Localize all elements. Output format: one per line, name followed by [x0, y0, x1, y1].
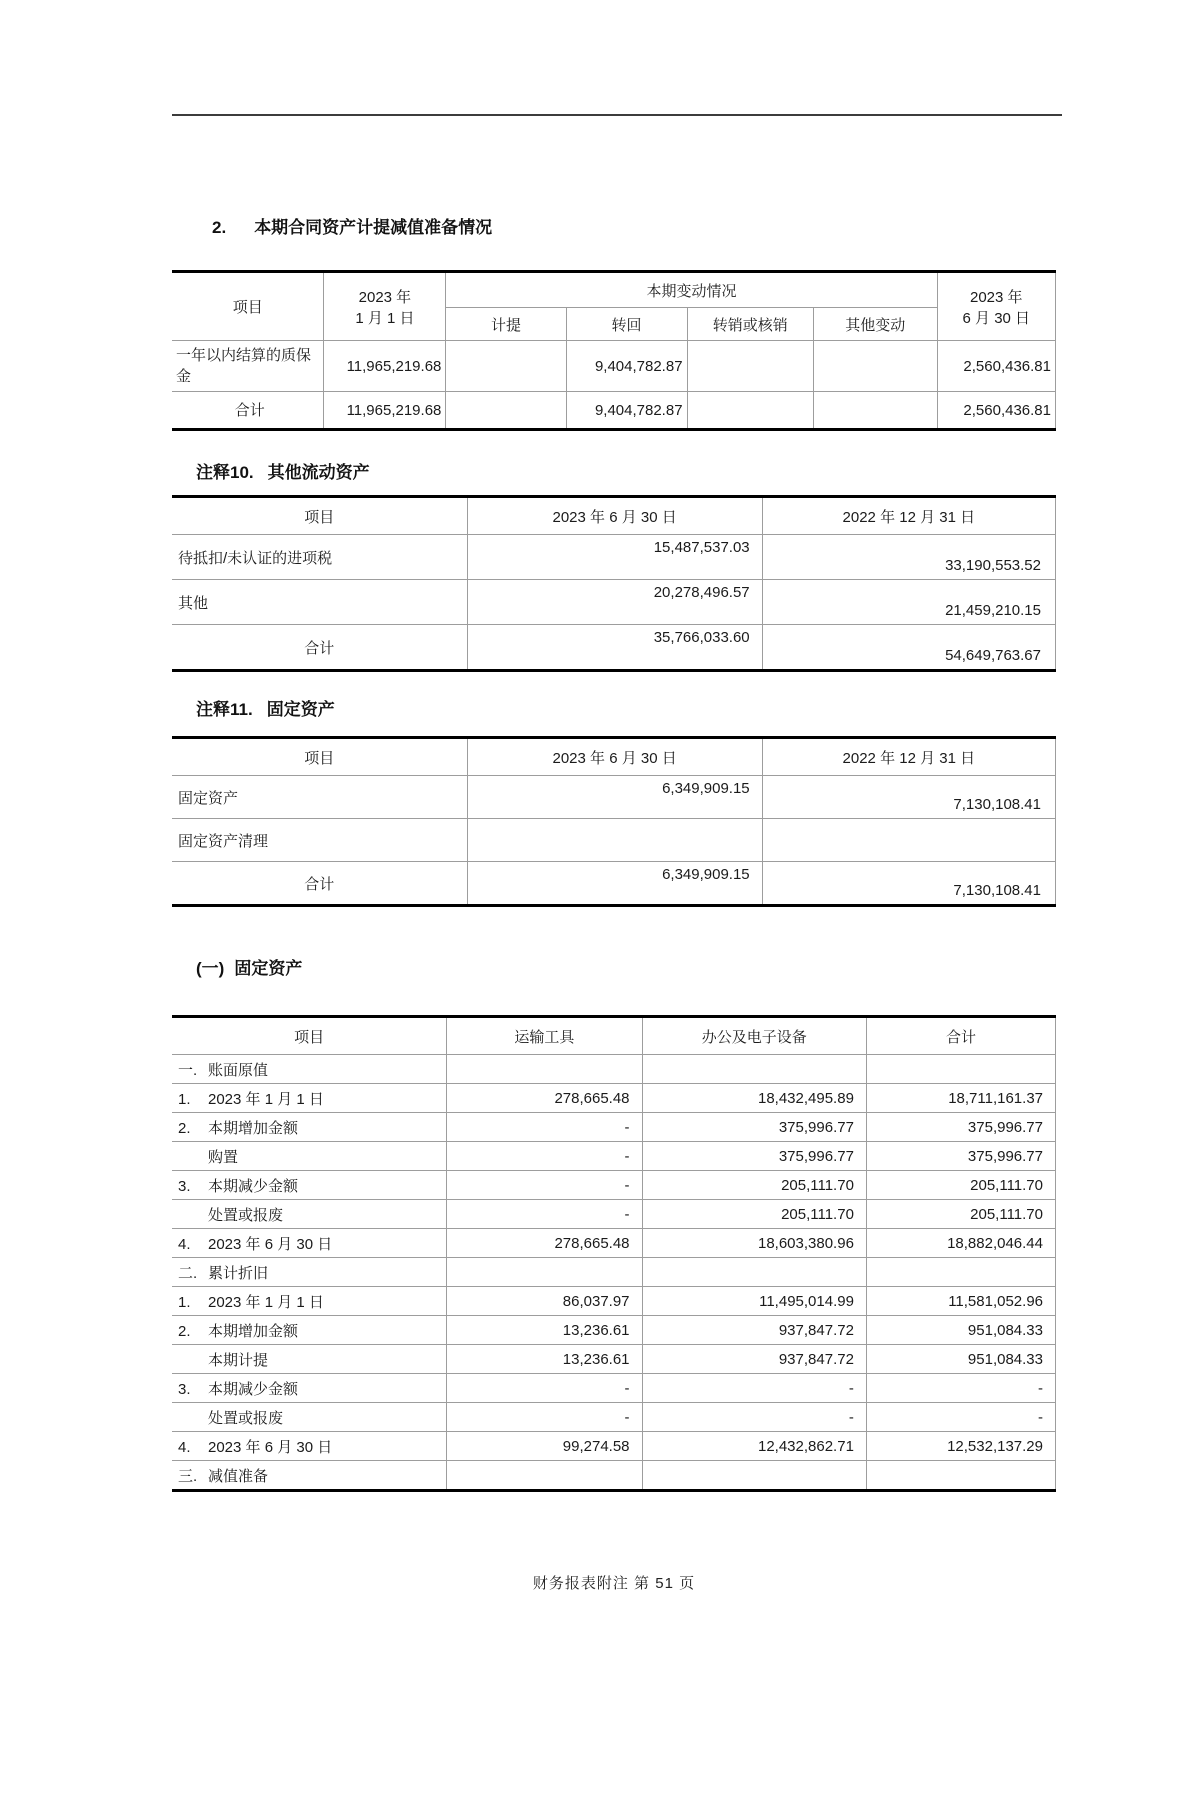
table-row: [172, 1229, 1056, 1258]
table-row: [172, 1316, 1056, 1345]
row-number: 3.: [178, 1380, 191, 1398]
row-label: 一年以内结算的质保金: [172, 341, 324, 392]
fixed-assets-detail-label: (一): [196, 959, 225, 978]
fixed-assets-summary-table: [172, 736, 1056, 907]
cell-total: 18,711,161.37: [866, 1084, 1055, 1113]
cell-office-electronics: 11,495,014.99: [642, 1287, 866, 1316]
cell-office-electronics: 205,111.70: [642, 1171, 866, 1200]
row-label: 处置或报废: [208, 1206, 284, 1224]
row-label-total: 合计: [172, 862, 467, 906]
cell-office-electronics: 375,996.77: [642, 1142, 866, 1171]
page-footer: 财务报表附注 第 51 页: [532, 1575, 696, 1592]
section-number: 2.: [212, 218, 227, 237]
cell-2022-value: 54,649,763.67: [762, 625, 1055, 671]
column-header-writeoff: 转销或核销: [687, 308, 813, 341]
cell-total: 12,532,137.29: [866, 1432, 1055, 1461]
column-header-begin-line1: 2023 年: [358, 288, 412, 306]
section-title-note10: [172, 461, 1056, 485]
fixed-assets-detail-title-text: 固定资产: [234, 959, 303, 978]
cell-reversal: 9,404,782.87: [566, 341, 687, 392]
column-header-2022-12-31: 2022 年 12 月 31 日: [762, 497, 1055, 535]
section-title-fixed-assets-detail: [172, 957, 1056, 981]
row-label: 固定资产清理: [172, 819, 467, 862]
cell-vehicles: 99,274.58: [447, 1432, 642, 1461]
table-row: [172, 776, 1056, 819]
cell-begin-balance: 11,965,219.68: [324, 392, 446, 430]
row-label: 本期减少金额: [208, 1177, 299, 1195]
table-row: [172, 1258, 1056, 1287]
row-label: 账面原值: [208, 1061, 269, 1079]
row-label-cell: [172, 1055, 447, 1084]
cell-office-electronics: [642, 1461, 866, 1491]
column-header-item: 项目: [172, 738, 467, 776]
table-row: [172, 1374, 1056, 1403]
cell-vehicles: [447, 1055, 642, 1084]
cell-other-change: [813, 392, 937, 430]
cell-office-electronics: 205,111.70: [642, 1200, 866, 1229]
note10-label: 注释10.: [196, 463, 254, 482]
row-number: 一.: [178, 1061, 198, 1079]
table-row: [172, 1200, 1056, 1229]
row-label: 购置: [208, 1148, 239, 1166]
cell-total: 11,581,052.96: [866, 1287, 1055, 1316]
column-header-2023-06-30: 2023 年 6 月 30 日: [467, 738, 762, 776]
row-label-cell: [172, 1142, 447, 1171]
table-row: [172, 1403, 1056, 1432]
cell-reversal: 9,404,782.87: [566, 392, 687, 430]
column-header-end-line2: 6 月 30 日: [962, 309, 1031, 327]
cell-vehicles: -: [447, 1142, 642, 1171]
column-header-vehicles: 运输工具: [447, 1017, 642, 1055]
column-header-begin-balance: [324, 272, 446, 341]
cell-vehicles: -: [447, 1200, 642, 1229]
row-number: 1.: [178, 1293, 191, 1311]
cell-2023-value: 6,349,909.15: [467, 862, 762, 906]
table-row: [172, 1287, 1056, 1316]
table-row: [172, 1432, 1056, 1461]
table-row: [172, 1461, 1056, 1491]
row-label: 本期增加金额: [208, 1119, 299, 1137]
row-label: 其他: [172, 580, 467, 625]
cell-office-electronics: 18,603,380.96: [642, 1229, 866, 1258]
cell-office-electronics: [642, 1055, 866, 1084]
row-label-cell: [172, 1316, 447, 1345]
row-label: 2023 年 6 月 30 日: [208, 1438, 333, 1456]
cell-total: 951,084.33: [866, 1316, 1055, 1345]
row-label: 本期减少金额: [208, 1380, 299, 1398]
column-header-item: 项目: [172, 497, 467, 535]
column-header-period-change-group: 本期变动情况: [446, 272, 937, 308]
column-header-total: 合计: [866, 1017, 1055, 1055]
column-header-other-change: 其他变动: [813, 308, 937, 341]
cell-vehicles: 86,037.97: [447, 1287, 642, 1316]
column-header-item: 项目: [172, 1017, 447, 1055]
cell-vehicles: -: [447, 1374, 642, 1403]
table-row: [172, 1055, 1056, 1084]
row-label: 2023 年 6 月 30 日: [208, 1235, 333, 1253]
page-header-rule: [172, 114, 1062, 116]
cell-total: 205,111.70: [866, 1200, 1055, 1229]
row-number: 三.: [178, 1467, 198, 1485]
cell-office-electronics: 18,432,495.89: [642, 1084, 866, 1113]
table-row: [172, 1345, 1056, 1374]
row-label-cell: [172, 1287, 447, 1316]
cell-2023-value: 15,487,537.03: [467, 535, 762, 580]
column-header-end-balance: [937, 272, 1055, 341]
row-number: 4.: [178, 1235, 191, 1253]
cell-2022-value: 33,190,553.52: [762, 535, 1055, 580]
table-row: [172, 819, 1056, 862]
note11-title-text: 固定资产: [266, 700, 335, 719]
cell-office-electronics: [642, 1258, 866, 1287]
row-label: 本期计提: [208, 1351, 269, 1369]
cell-total: -: [866, 1374, 1055, 1403]
row-label-cell: [172, 1345, 447, 1374]
cell-office-electronics: 12,432,862.71: [642, 1432, 866, 1461]
cell-total: [866, 1461, 1055, 1491]
row-label: 减值准备: [208, 1467, 269, 1485]
table-row: [172, 1113, 1056, 1142]
row-number: 4.: [178, 1438, 191, 1456]
row-label-cell: [172, 1258, 447, 1287]
row-label: 本期增加金额: [208, 1322, 299, 1340]
cell-total: [866, 1258, 1055, 1287]
column-header-reversal: 转回: [566, 308, 687, 341]
table-row: [172, 1142, 1056, 1171]
contract-asset-impairment-table: [172, 270, 1056, 431]
cell-writeoff: [687, 392, 813, 430]
row-number: 3.: [178, 1177, 191, 1195]
page-content: [172, 114, 1056, 1593]
fixed-assets-detail-table: [172, 1015, 1056, 1492]
cell-vehicles: 278,665.48: [447, 1084, 642, 1113]
cell-total: 205,111.70: [866, 1171, 1055, 1200]
section-title-note11: [172, 698, 1056, 722]
cell-office-electronics: 937,847.72: [642, 1345, 866, 1374]
row-label-cell: [172, 1113, 447, 1142]
cell-2023-value: 35,766,033.60: [467, 625, 762, 671]
cell-total: 375,996.77: [866, 1142, 1055, 1171]
row-label-total: 合计: [172, 625, 467, 671]
cell-2022-value: 21,459,210.15: [762, 580, 1055, 625]
row-label: 2023 年 1 月 1 日: [208, 1090, 324, 1108]
row-label: 累计折旧: [208, 1264, 269, 1282]
row-number: 二.: [178, 1264, 198, 1282]
row-label-cell: [172, 1432, 447, 1461]
column-header-begin-line2: 1 月 1 日: [355, 309, 415, 327]
cell-total: 951,084.33: [866, 1345, 1055, 1374]
column-header-2023-06-30: 2023 年 6 月 30 日: [467, 497, 762, 535]
row-label: 待抵扣/未认证的进项税: [172, 535, 467, 580]
cell-end-balance: 2,560,436.81: [937, 392, 1055, 430]
cell-office-electronics: 375,996.77: [642, 1113, 866, 1142]
cell-2023-value: [467, 819, 762, 862]
section-title-text: 本期合同资产计提减值准备情况: [254, 218, 493, 237]
cell-vehicles: [447, 1461, 642, 1491]
cell-2023-value: 20,278,496.57: [467, 580, 762, 625]
table-row: [172, 341, 1056, 392]
column-header-2022-12-31: 2022 年 12 月 31 日: [762, 738, 1055, 776]
cell-2023-value: 6,349,909.15: [467, 776, 762, 819]
row-number: 1.: [178, 1090, 191, 1108]
cell-begin-balance: 11,965,219.68: [324, 341, 446, 392]
table-row: [172, 580, 1056, 625]
cell-vehicles: 278,665.48: [447, 1229, 642, 1258]
table-row-total: [172, 625, 1056, 671]
note11-label: 注释11.: [196, 700, 253, 719]
table-row: [172, 535, 1056, 580]
cell-end-balance: 2,560,436.81: [937, 341, 1055, 392]
row-label-total: 合计: [172, 392, 324, 430]
cell-total: [866, 1055, 1055, 1084]
row-label-cell: [172, 1084, 447, 1113]
row-label-cell: [172, 1461, 447, 1491]
row-number: 2.: [178, 1322, 191, 1340]
row-label: 处置或报废: [208, 1409, 284, 1427]
cell-writeoff: [687, 341, 813, 392]
cell-office-electronics: -: [642, 1374, 866, 1403]
column-header-end-line1: 2023 年: [970, 288, 1023, 306]
row-label-cell: [172, 1200, 447, 1229]
cell-vehicles: -: [447, 1403, 642, 1432]
cell-vehicles: -: [447, 1113, 642, 1142]
row-label: 2023 年 1 月 1 日: [208, 1293, 324, 1311]
cell-vehicles: [447, 1258, 642, 1287]
cell-accrual: [446, 341, 566, 392]
table-row: [172, 1084, 1056, 1113]
table-row-total: [172, 392, 1056, 430]
cell-other-change: [813, 341, 937, 392]
table-row: [172, 1171, 1056, 1200]
section-title-contract-assets: [172, 216, 1056, 240]
cell-total: 18,882,046.44: [866, 1229, 1055, 1258]
row-label-cell: [172, 1171, 447, 1200]
column-header-accrual: 计提: [446, 308, 566, 341]
cell-accrual: [446, 392, 566, 430]
cell-2022-value: [762, 819, 1055, 862]
note10-title-text: 其他流动资产: [267, 463, 370, 482]
column-header-item: 项目: [172, 272, 324, 341]
cell-total: 375,996.77: [866, 1113, 1055, 1142]
row-label-cell: [172, 1403, 447, 1432]
cell-total: -: [866, 1403, 1055, 1432]
cell-office-electronics: -: [642, 1403, 866, 1432]
cell-2022-value: 7,130,108.41: [762, 776, 1055, 819]
row-label-cell: [172, 1374, 447, 1403]
cell-vehicles: 13,236.61: [447, 1316, 642, 1345]
cell-vehicles: 13,236.61: [447, 1345, 642, 1374]
other-current-assets-table: [172, 495, 1056, 672]
column-header-office-electronics: 办公及电子设备: [642, 1017, 866, 1055]
row-label: 固定资产: [172, 776, 467, 819]
table-row-total: [172, 862, 1056, 906]
row-number: 2.: [178, 1119, 191, 1137]
row-label-cell: [172, 1229, 447, 1258]
cell-office-electronics: 937,847.72: [642, 1316, 866, 1345]
cell-vehicles: -: [447, 1171, 642, 1200]
cell-2022-value: 7,130,108.41: [762, 862, 1055, 906]
